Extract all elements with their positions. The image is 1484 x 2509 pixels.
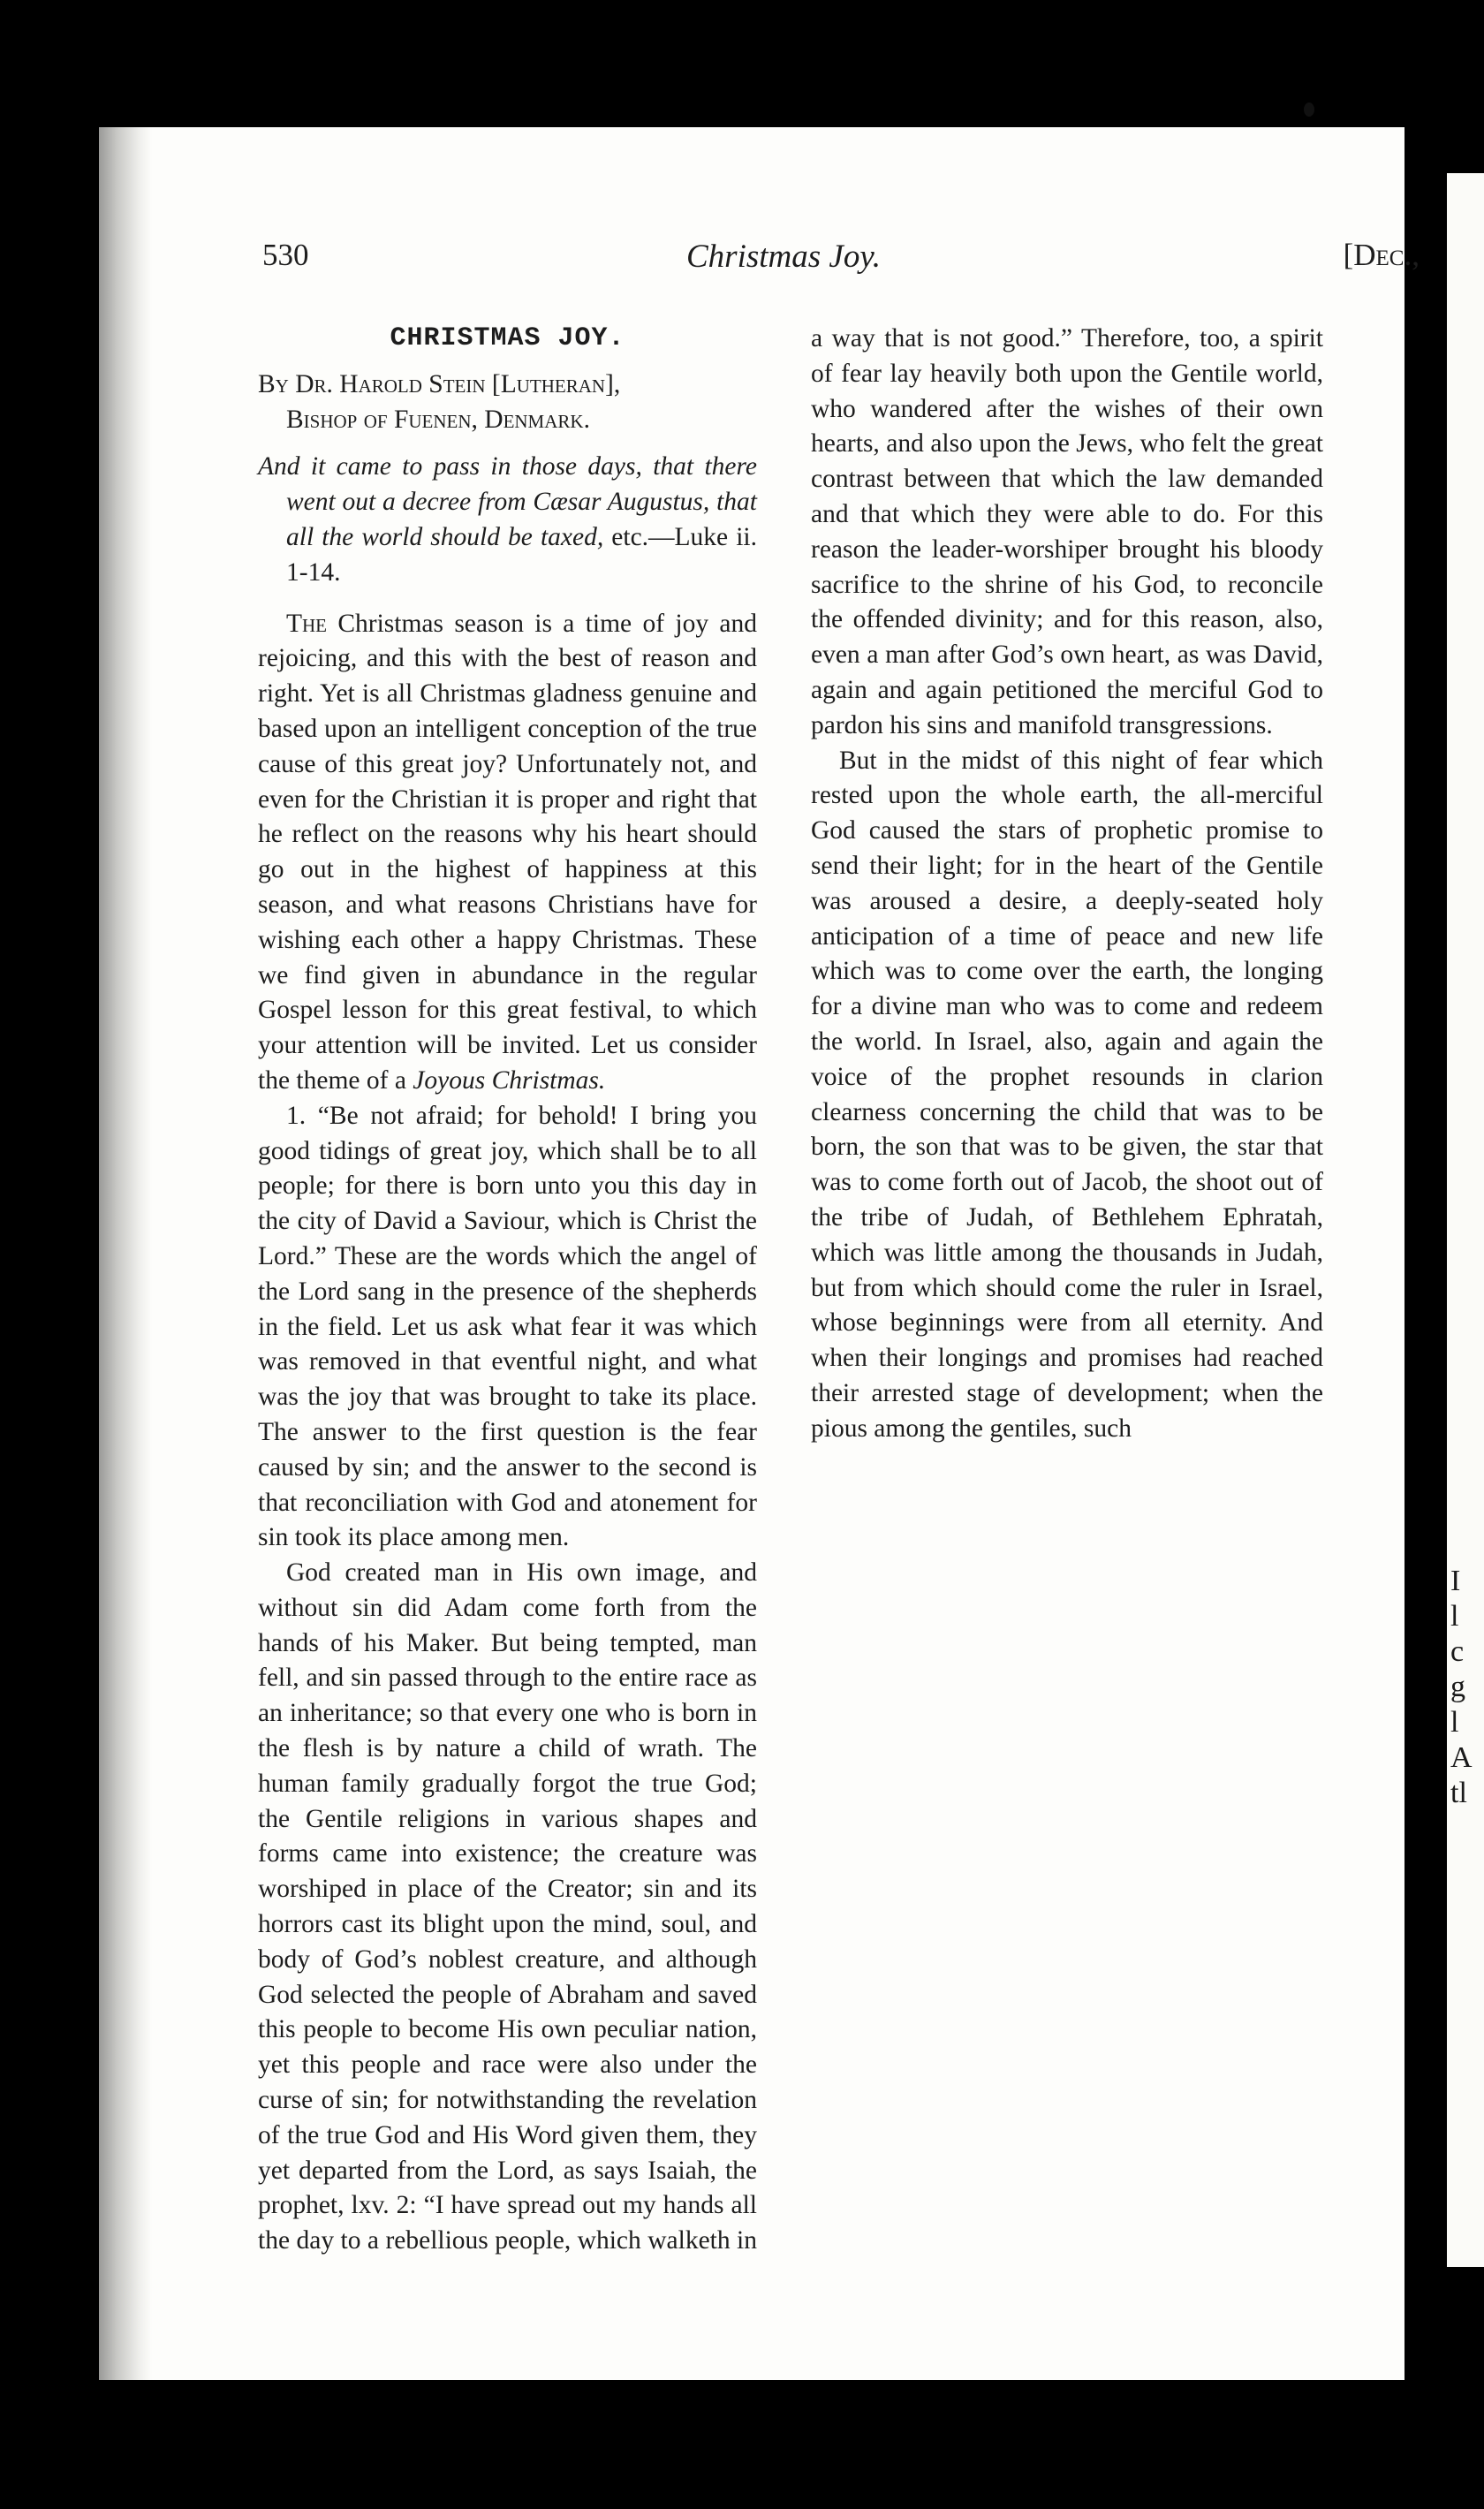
edge-fragment: g xyxy=(1450,1671,1465,1703)
article-title: CHRISTMAS JOY. xyxy=(390,323,625,353)
paragraph-1-text: Christmas season is a time of joy and rejoicing, and this with the best of reason and right. Yet is all Christmas gladness genuine and based upon an intelligent conception of the true cause of this great joy? Unfortunately not, and even for the Christian it is proper and right that he reflect on the reasons why his heart should go out in the highest of happiness at this season, and what reasons Christians have for wishing each other a happy Christmas. These we find given in abundance in the regular Gospel lesson for this great festival, to which your attention will be invited. Let us consider the theme of a xyxy=(258,609,757,1095)
edge-fragment: c xyxy=(1450,1635,1465,1668)
edge-fragment: I xyxy=(1450,1565,1461,1597)
author-affiliation: Bishop of Fuenen, Denmark. xyxy=(286,405,590,434)
paragraph-2: 1. “Be not afraid; for behold! I bring you good tidings of great joy, which shall be to all people; for there is born unto you this day in the city of David a Saviour, which is Christ the Lord.” These are the words which the angel of the Lord sang in the presence of the shepherds in the field. Let us ask what fear it was which was removed in that eventful night, and what was the joy that was brought to take its place. The answer to the first question is the fear caused by sin; and the answer to the second is that reconciliation with God and atonement for sin took its place among men. xyxy=(258,1101,757,1552)
epigraph-text: And it came to pass in those days, that there went out a decree from Cæsar Augustus, that all the world should be taxed, xyxy=(258,452,757,551)
paragraph-3: God created man in His own image, and without sin did Adam come forth from the hands of his Maker. But being tempted, man fell, and sin passed through to the entire race as an inheritance; so that every one who is born in the flesh is by nature a child of wrath. The human family gradually forgot the true God; the Gentile religions in various shapes and forms came into existence; the creature was worshiped in place of the Creator; sin and its horrors cast its blight upon the mind, soul, and body of God’s noblest creature, and although God selected the people of Abraham and saved this people to become His own peculiar nation, yet this people and race were also under the curse of sin; for notwithstanding the revelation of the true God and His Word given them, they yet departed from the Lord, as says Isaiah, the prophet, lxv. 2: “I have spread out my hands all the day to a rebellious people, which walketh in xyxy=(258,1558,757,2255)
edge-fragment: l xyxy=(1450,1600,1459,1633)
paragraph-4: But in the midst of this night of fear which rested upon the whole earth, the all-merciful God caused the stars of prophetic promise to send their light; for in the heart of the Gentile was aroused a desire, a deeply-seated holy anticipation of a time of peace and new life which was to come over the earth, the longing for a divine man who was to come and redeem the world. In Israel, also, again and again the voice of the prophet resounds in clarion clearness concerning the child that was to be born, the son that was to be given, the star that was to come forth out of Jacob, the shoot out of the tribe of Judah, of Bethlehem Ephratah, which was little among the thousands in Judah, but from which should come the ruler in Israel, whose beginnings were from all eternity. And when their longings and promises had reached their arrested stage of development; when the pious among the gentiles, such xyxy=(811,746,1323,1443)
left-column xyxy=(258,322,757,2259)
running-header xyxy=(262,238,1420,291)
edge-fragment: l xyxy=(1450,1706,1459,1739)
edge-fragment: tl xyxy=(1450,1777,1467,1809)
right-column xyxy=(811,322,1323,1447)
edge-fragment: A xyxy=(1450,1741,1473,1774)
ink-speck xyxy=(1304,102,1314,117)
paragraph-1 xyxy=(258,607,757,1099)
paragraph-3-continued: a way that is not good.” Therefore, too, a spirit of fear lay heavily both upon the Gentile world, who wandered after the wishes of their own hearts, and also upon the Jews, who felt the great contrast between that which the law demanded and that which they were able to do. For this reason the leader-worshiper brought his bloody sacrifice to the shrine of his God, to reconcile the offended divinity; and for this reason, also, even a man after God’s own heart, as was David, again and again petitioned the merciful God to pardon his sins and manifold transgressions. xyxy=(811,324,1323,739)
page-number: 530 xyxy=(262,238,309,272)
paragraph-1-theme: Joyous Christmas. xyxy=(413,1065,606,1095)
running-title: Christmas Joy. xyxy=(686,239,881,275)
epigraph xyxy=(258,450,757,590)
scanned-page xyxy=(99,127,1420,2380)
epigraph-reference: etc.—Luke ii. 1-14. xyxy=(286,522,757,587)
running-date: [Dec., xyxy=(1343,238,1420,272)
paragraph-1-lead: The xyxy=(286,609,328,638)
page-gutter-shadow xyxy=(99,127,152,2380)
next-page-edge xyxy=(1447,173,1484,2267)
author-byline: By Dr. Harold Stein [Lutheran], xyxy=(258,369,621,398)
